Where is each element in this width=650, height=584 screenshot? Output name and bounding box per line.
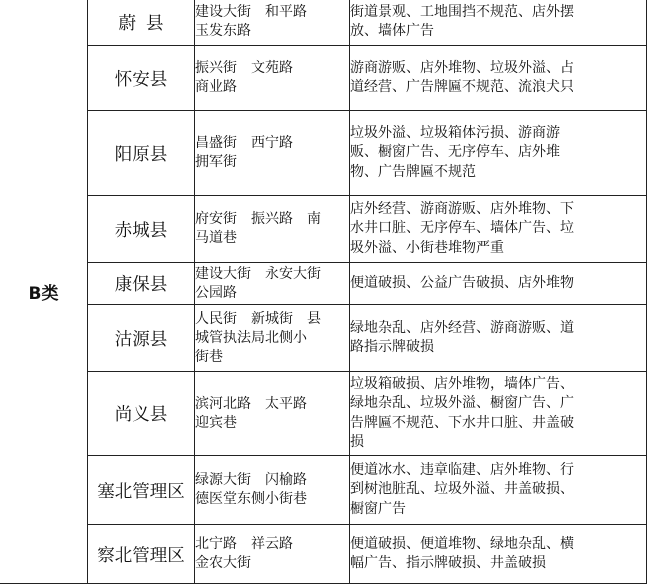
issue-line: 放、墙体广告 xyxy=(350,23,434,39)
county-cell: 蔚县 xyxy=(88,0,195,46)
issues-cell xyxy=(350,525,647,584)
issue-line: 物、广告牌匾不规范 xyxy=(350,163,476,180)
street-line: 街巷 xyxy=(195,348,223,365)
issue-line: 绿地杂乱、店外经营、游商游贩、道 xyxy=(350,319,574,336)
streets-cell xyxy=(195,525,350,584)
streets-cell xyxy=(195,46,350,111)
street-line: 昌盛街 西宁路 xyxy=(195,135,293,151)
street-line: 建设大街 和平路 xyxy=(195,4,307,20)
street-line: 绿源大街 闪榆路 xyxy=(195,472,307,488)
table-row xyxy=(0,46,647,111)
issue-line: 便道破损、便道堆物、绿地杂乱、横 xyxy=(350,535,574,552)
issues-cell xyxy=(350,305,647,372)
county-cell: 察北管理区 xyxy=(88,525,195,584)
street-line: 玉发东路 xyxy=(195,23,251,39)
table-row xyxy=(0,372,647,456)
issues-cell xyxy=(350,263,647,305)
street-line: 公园路 xyxy=(195,284,237,301)
table-row xyxy=(0,196,647,263)
issue-line: 垃圾外溢、垃圾箱体污损、游商游 xyxy=(350,124,560,141)
county-cell: 赤城县 xyxy=(88,196,195,263)
issue-line: 便道冰水、违章临建、店外堆物、行 xyxy=(350,461,574,478)
table-row xyxy=(0,111,647,196)
street-line: 府安街 振兴路 南 xyxy=(195,211,321,227)
issue-line: 贩、橱窗广告、无序停车、店外堆 xyxy=(350,144,560,161)
issues-cell xyxy=(350,372,647,456)
street-line: 人民街 新城街 县 xyxy=(195,310,321,327)
issue-line: 便道破损、公益广告破损、店外堆物 xyxy=(350,274,574,291)
issue-line: 街道景观、工地围挡不规范、店外摆 xyxy=(350,3,574,20)
issue-line: 道经营、广告牌匾不规范、流浪犬只 xyxy=(350,79,574,95)
street-line: 拥军街 xyxy=(195,154,237,170)
issue-line: 圾外溢、小街巷堆物严重 xyxy=(350,239,504,256)
table-row xyxy=(0,263,647,305)
street-line: 金农大街 xyxy=(195,555,251,571)
county-cell: 沽源县 xyxy=(88,305,195,372)
issue-line: 水井口脏、无序停车、墙体广告、垃 xyxy=(350,220,574,237)
issue-line: 橱窗广告 xyxy=(350,500,406,517)
issues-cell xyxy=(350,0,647,46)
streets-cell xyxy=(195,111,350,196)
table-row xyxy=(0,456,647,525)
street-line: 滨河北路 太平路 xyxy=(195,395,307,412)
streets-cell xyxy=(195,263,350,305)
streets-cell xyxy=(195,305,350,372)
issues-cell xyxy=(350,111,647,196)
streets-cell xyxy=(195,372,350,456)
issues-cell xyxy=(350,196,647,263)
county-cell: 康保县 xyxy=(88,263,195,305)
street-line: 马道巷 xyxy=(195,230,237,246)
street-line: 商业路 xyxy=(195,79,237,95)
street-line: 迎宾巷 xyxy=(195,414,237,431)
county-cell: 阳原县 xyxy=(88,111,195,196)
category-cell: B类 xyxy=(0,0,88,584)
issue-line: 店外经营、游商游贩、店外堆物、下 xyxy=(350,200,574,217)
streets-cell xyxy=(195,196,350,263)
street-line: 建设大街 永安大街 xyxy=(195,265,321,282)
county-cell: 尚义县 xyxy=(88,372,195,456)
issue-line: 告牌匾不规范、下水井口脏、井盖破 xyxy=(350,414,574,431)
table-row xyxy=(0,525,647,584)
issue-line: 游商游贩、店外堆物、垃圾外溢、占 xyxy=(350,59,574,76)
issue-line: 幅广告、指示牌破损、井盖破损 xyxy=(350,555,546,571)
streets-cell xyxy=(195,0,350,46)
issues-cell xyxy=(350,46,647,111)
streets-cell xyxy=(195,456,350,525)
table-row xyxy=(0,305,647,372)
county-cell: 塞北管理区 xyxy=(88,456,195,525)
issue-line: 路指示牌破损 xyxy=(350,339,434,355)
street-line: 北宁路 祥云路 xyxy=(195,536,293,552)
street-line: 德医堂东侧小街巷 xyxy=(195,491,307,507)
table-row xyxy=(0,0,647,46)
street-line: 振兴街 文苑路 xyxy=(195,60,293,76)
issue-line: 垃圾箱破损、店外堆物，墙体广告、 xyxy=(350,375,574,392)
issues-cell xyxy=(350,456,647,525)
street-line: 城管执法局北侧小 xyxy=(195,329,307,346)
issue-line: 绿地杂乱、垃圾外溢、橱窗广告、广 xyxy=(350,395,574,411)
county-cell: 怀安县 xyxy=(88,46,195,111)
issue-line: 损 xyxy=(350,434,364,450)
issue-line: 到树池脏乱、垃圾外溢、井盖破损、 xyxy=(350,481,574,498)
